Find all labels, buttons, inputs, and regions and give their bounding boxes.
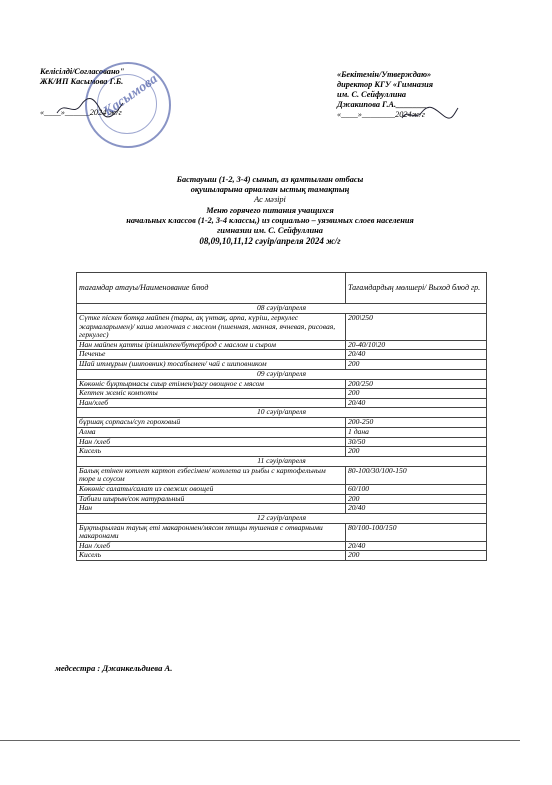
day-row xyxy=(77,513,487,523)
table-row xyxy=(77,494,487,504)
day-row xyxy=(77,304,487,314)
dish-name: Нан майпен қатты ірімшікпен/бутерброд с маслом и сыром xyxy=(77,340,346,350)
title-dates: 08,09,10,11,12 сәуір/апреля 2024 ж/г xyxy=(199,236,341,247)
col-dish-header: тағамдар атауы/Наименование блюд xyxy=(77,273,346,304)
title-line-2: оқушыларына арналған ыстық тамақтың xyxy=(190,185,350,195)
portion-value: 200 xyxy=(346,359,487,369)
portion-value: 80/100-100/150 xyxy=(346,523,487,541)
portion-value: 200 xyxy=(346,494,487,504)
dish-name: Көкөніс бұқтырмасы сиыр етімен/рагу овощное с мясом xyxy=(77,379,346,389)
dish-name: Нан/хлеб xyxy=(77,398,346,408)
dish-name: Шай итмұрын (шиповник) тосабымен/ чай с шиповником xyxy=(77,359,346,369)
table-row xyxy=(77,466,487,484)
dish-name: Нан /хлеб xyxy=(77,541,346,551)
portion-value: 1 дана xyxy=(346,427,487,437)
title-line-6: гимназии им. С. Сейфуллина xyxy=(217,226,323,236)
table-row xyxy=(77,418,487,428)
dish-name: Бұқтырылған тауық еті макаронмен/мясом птицы тушеная с отварными макаронами xyxy=(77,523,346,541)
table-row xyxy=(77,484,487,494)
title-line-4: Меню горячего питания учащихся xyxy=(206,205,334,215)
table-row xyxy=(77,523,487,541)
table-row xyxy=(77,541,487,551)
agreed-date: «____»______2024 ж/г xyxy=(40,108,122,117)
dish-name: Кептен жеміс компоты xyxy=(77,389,346,399)
portion-value: 200 xyxy=(346,389,487,399)
dish-name: Табиғи шырын/сок натуральный xyxy=(77,494,346,504)
table-row xyxy=(77,340,487,350)
dish-name: Алма xyxy=(77,427,346,437)
portion-value: 200 xyxy=(346,447,487,457)
title-line-1: Бастауыш (1-2, 3-4) сынып, аз қамтылған отбасы xyxy=(176,175,364,184)
table-row xyxy=(77,551,487,561)
dish-name: Кисель xyxy=(77,447,346,457)
page-divider xyxy=(0,740,520,741)
table-row xyxy=(77,314,487,341)
portion-value: 20/40 xyxy=(346,541,487,551)
table-header-row xyxy=(77,273,487,304)
dish-name: бұршақ сорпасы/суп гороховый xyxy=(77,418,346,428)
approve-position: директор КГУ «Гимназия xyxy=(337,80,434,89)
portion-value: 200-250 xyxy=(346,418,487,428)
stamp-lettering: Касымова xyxy=(101,71,161,120)
approve-school: им. С. Сейфуллина xyxy=(337,90,407,99)
signature-right xyxy=(400,104,460,124)
table-row xyxy=(77,359,487,369)
day-row xyxy=(77,456,487,466)
dish-name: Көкөніс салаты/салат из свежих овощей xyxy=(77,484,346,494)
portion-value: 20/40 xyxy=(346,350,487,360)
table-row xyxy=(77,504,487,514)
portion-value: 60/100 xyxy=(346,484,487,494)
dish-name: Нан xyxy=(77,504,346,514)
approve-date: «____»________2024ж/г xyxy=(337,110,425,119)
day-label: 12 сәуір/апреля xyxy=(77,513,487,523)
dish-name: Печенье xyxy=(77,350,346,360)
table-row xyxy=(77,437,487,447)
approve-label: «Бекітемін/Утверждаю» xyxy=(337,70,432,79)
portion-value: 80-100/30/100-150 xyxy=(346,466,487,484)
dish-name: Нан /хлеб xyxy=(77,437,346,447)
day-row xyxy=(77,408,487,418)
portion-value: 20/40 xyxy=(346,398,487,408)
title-line-5: начальных классов (1-2, 3-4 классы,) из социально – уязвимых слоев населения xyxy=(126,215,414,225)
document-title xyxy=(60,175,480,246)
portion-value: 200/250 xyxy=(346,379,487,389)
portion-value: 20-40/10\20 xyxy=(346,340,487,350)
day-label: 11 сәуір/апреля xyxy=(77,456,487,466)
portion-value: 200\250 xyxy=(346,314,487,341)
approve-person: Джакипова Г.А.________ xyxy=(337,100,430,109)
portion-value: 200 xyxy=(346,551,487,561)
agreed-label: Келісілді/Согласовано" xyxy=(40,67,125,76)
dish-name: Сүтке піскен ботқа майпен (тары, ақ үнтақ, арпа, күріш, геркулес жармаларымен)/ каша молочная с маслом (пшенная, манная, ячневая, рисовая, геркулес) xyxy=(77,314,346,341)
portion-value: 30/50 xyxy=(346,437,487,447)
day-label: 09 сәуір/апреля xyxy=(77,369,487,379)
title-line-3: Ас мәзірі xyxy=(254,195,286,205)
table-row xyxy=(77,447,487,457)
dish-name: Кисель xyxy=(77,551,346,561)
agreed-person: ЖК/ИП Касымова Г.Б. xyxy=(40,77,124,86)
menu-table xyxy=(76,272,487,561)
day-label: 10 сәуір/апреля xyxy=(77,408,487,418)
table-row xyxy=(77,389,487,399)
signature-left xyxy=(55,95,125,120)
day-label: 08 сәуір/апреля xyxy=(77,304,487,314)
dish-name: Балық етінен котлет картоп езбесімен/ котлета из рыбы с картофельным пюре и соусом xyxy=(77,466,346,484)
nurse-signoff: медсестра : Джанкельдиева А. xyxy=(55,663,173,673)
day-row xyxy=(77,369,487,379)
table-row xyxy=(77,427,487,437)
portion-value: 20/40 xyxy=(346,504,487,514)
col-portion-header: Тағамдардың мөлшері/ Выход блюд гр. xyxy=(346,273,487,304)
